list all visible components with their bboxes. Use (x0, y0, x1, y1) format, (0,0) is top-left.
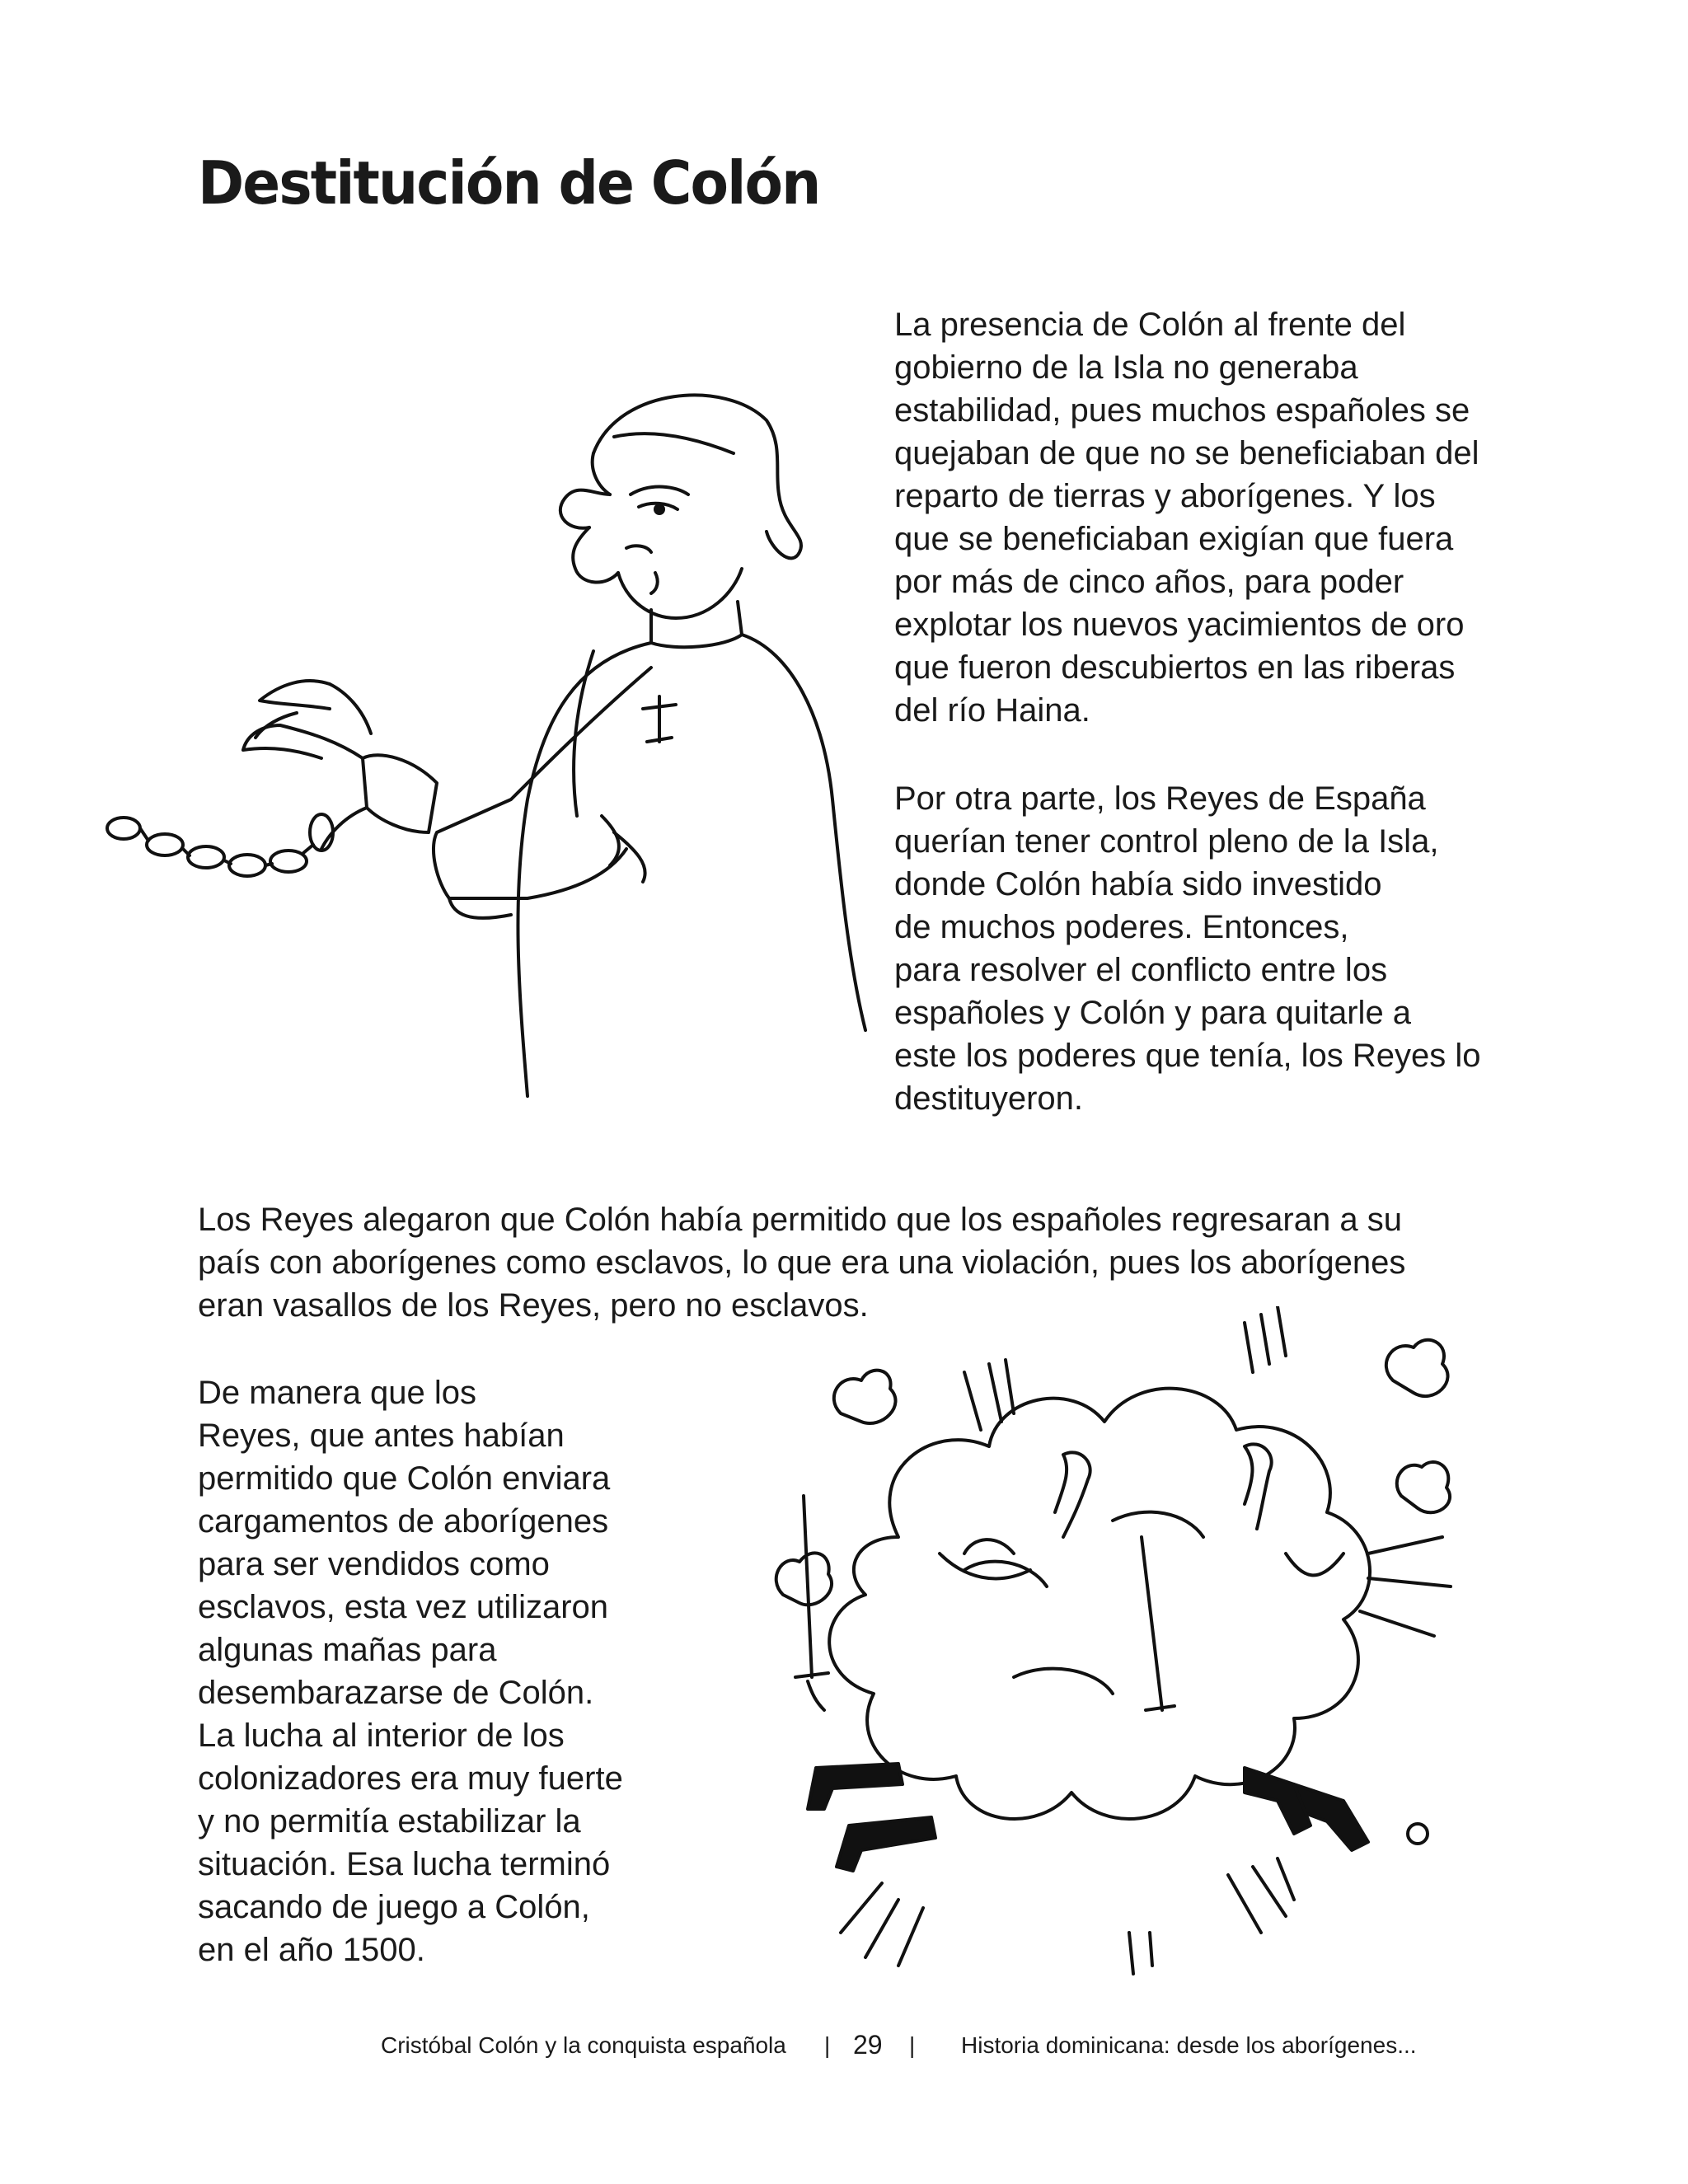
footer-book-title: Cristóbal Colón y la conquista española (381, 2032, 786, 2058)
paragraph-1: La presencia de Colón al frente del gobierno de la Isla no generaba estabilidad, pues muchos españoles se quejaban de que no se beneficiaban del reparto de tierras y aborígenes. Y los que se beneficiaban exigían que fuera por más de cinco años, para poder explotar los nuevos yacimientos de oro que fueron descubiertos en las riberas del río Haina. (894, 307, 1479, 729)
fight-cloud-illustration (717, 1306, 1475, 2015)
page-title: Destitución de Colón (198, 148, 820, 218)
paragraph-4: De manera que los Reyes, que antes habían permitido que Colón enviara cargamentos de aborígenes para ser vendidos como esclavos, esta vez utilizaron algunas mañas para desembarazarse de Colón. La lucha al interior de los colonizadores era muy fuerte y no permitía estabilizar la situación. Esa lucha terminó sacando de juego a Colón, en el año 1500. (198, 1375, 623, 1968)
footer-series-title: Historia dominicana: desde los aborígenes... (961, 2032, 1417, 2058)
footer-separator: | (824, 2032, 831, 2058)
page-number: 29 (853, 2030, 883, 2060)
paragraph-3: Los Reyes alegaron que Colón había permitido que los españoles regresaran a su país con aborígenes como esclavos, lo que era una violación, pues los aborígenes eran vasallos de los Reyes, pero no esclavos. (198, 1202, 1406, 1324)
footer-separator: | (909, 2032, 916, 2058)
columbus-in-chains-illustration (82, 371, 874, 1113)
paragraph-2: Por otra parte, los Reyes de España querían tener control pleno de la Isla, donde Colón había sido investido de muchos poderes. Entonces, para resolver el conflicto entre los españoles y Colón y para quitarle a este los poderes que tenía, los Reyes lo destituyeron. (894, 780, 1481, 1117)
